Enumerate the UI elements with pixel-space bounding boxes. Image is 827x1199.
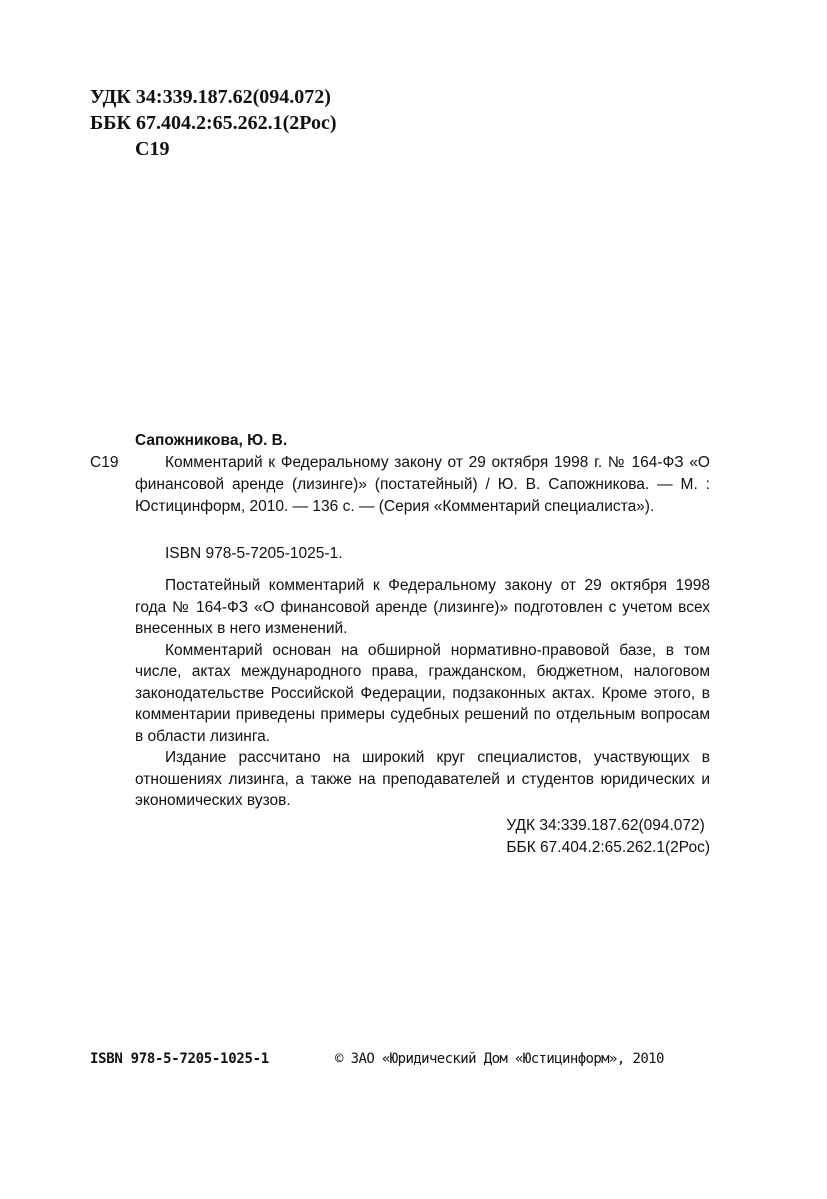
entry-isbn: ISBN 978-5-7205-1025-1. [165, 545, 343, 562]
bibliographic-description [135, 452, 710, 518]
entry-author: Сапожникова, Ю. В. [135, 432, 288, 449]
entry-author-mark: С19 [90, 454, 119, 471]
copyright-notice: © ЗАО «Юридический Дом «Юстицинформ», 2010 [335, 1051, 664, 1067]
author-mark: С19 [135, 138, 170, 160]
bibliographic-text: Комментарий к Федеральному закону от 29 октября 1998 г. № 164-ФЗ «О финансовой аренде (лизинге)» (постатейный) / Ю. В. Сапожникова. — М. : Юстицинформ, 2010. — 136 с. — (Серия «Комментарий специалиста»). [135, 454, 710, 515]
udk-code: УДК 34:339.187.62(094.072) [90, 86, 331, 108]
annotation [135, 575, 710, 812]
bbk-code: ББК 67.404.2:65.262.1(2Рос) [90, 112, 337, 134]
annotation-paragraph: Издание рассчитано на широкий круг специалистов, участвующих в отношениях лизинга, а также на преподавателей и студентов юридических и экономических вузов. [135, 749, 710, 809]
classification-footer [506, 815, 710, 859]
classification-header [90, 84, 337, 162]
annotation-paragraph: Комментарий основан на обширной нормативно-правовой базе, в том числе, актах международного права, гражданском, бюджетном, налоговом законодательстве Российской Федерации, подзаконных актах. Кроме этого, в комментарии приведены примеры судебных решений по отдельным вопросам в области лизинга. [135, 641, 710, 745]
footer-isbn: ISBN 978-5-7205-1025-1 [90, 1051, 269, 1067]
bbk-code-footer: ББК 67.404.2:65.262.1(2Рос) [506, 839, 710, 856]
annotation-paragraph: Постатейный комментарий к Федеральному закону от 29 октября 1998 года № 164-ФЗ «О финансовой аренде (лизинге)» подготовлен с учетом всех внесенных в него изменений. [135, 577, 710, 637]
udk-code-footer: УДК 34:339.187.62(094.072) [506, 817, 705, 834]
